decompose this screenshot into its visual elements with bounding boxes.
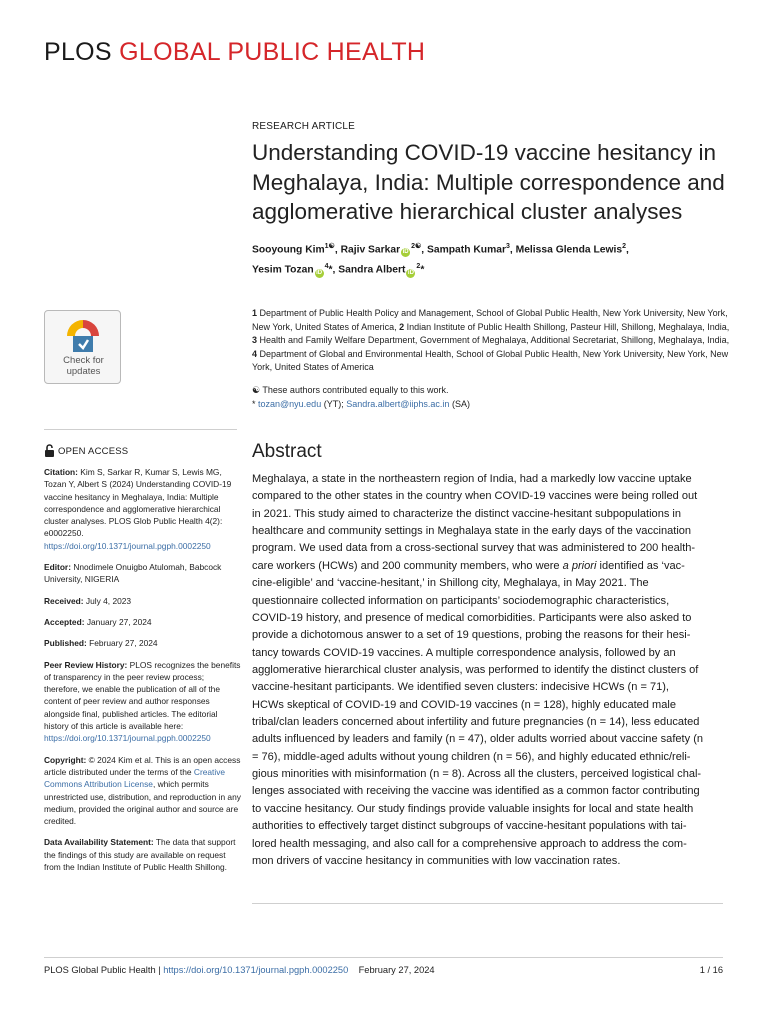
abstract-line: agglomerative hierarchical cluster analysis, was performed to identify the distinct clusters of xyxy=(252,663,699,676)
author-affiliation-marker: 2☯ xyxy=(411,243,422,250)
abstract-line: compared to the other states in the country when COVID-19 vaccines were being rolled out xyxy=(252,490,698,503)
email-link-albert[interactable]: Sandra.albert@iiphs.ac.in xyxy=(346,399,450,409)
affiliation-number: 2 xyxy=(399,321,405,332)
author-name: Rajiv Sarkar xyxy=(340,244,401,256)
abstract-line: questionnaire collected information on participants’ sociodemographic characteristics, xyxy=(252,594,670,607)
abstract-line: Meghalaya, a state in the northeastern region of India, had a markedly low vaccine uptake xyxy=(252,473,692,485)
published-date: Published: February 27, 2024 xyxy=(44,638,158,649)
affiliation-text: Department of Global and Environmental Health, School of Global Public Health, New York University, New York, New York, United States of America xyxy=(252,348,729,372)
abstract-line: gious minorities with misinformation (n = 8). Across all the clusters, perceived logistical chal- xyxy=(252,768,702,781)
abstract-divider xyxy=(252,903,723,904)
open-access-label: OPEN ACCESS xyxy=(44,444,128,457)
author-affiliation-marker: 2 xyxy=(622,243,626,250)
equal-contribution-icon: ☯ xyxy=(252,385,261,395)
citation-doi-link[interactable]: https://doi.org/10.1371/journal.pgph.0002250 xyxy=(44,540,211,551)
journal-logo-plos: PLOS xyxy=(44,38,112,66)
author-affiliation-marker: 1☯ xyxy=(324,243,335,250)
footer-journal: PLOS Global Public Health xyxy=(44,965,156,975)
peer-review-history: Peer Review History: PLOS recognizes the benefits of transparency in the peer review process; therefore, we enable the publication of all of the content of peer review and author responses alongside final, published articles. The editorial history of this article is available here: https://doi.org/10.1371/journal.pgph.0002250 xyxy=(44,659,241,744)
author-name: Sampath Kumar xyxy=(427,244,506,256)
peer-review-link[interactable]: https://doi.org/10.1371/journal.pgph.0002250 xyxy=(44,733,211,744)
author-name: Sooyoung Kim xyxy=(252,244,325,256)
orcid-icon[interactable]: iD xyxy=(407,269,414,276)
article-title: Understanding COVID-19 vaccine hesitancy in Meghalaya, India: Multiple correspondence and agglomerative hierarchical cluster analyses xyxy=(252,140,725,224)
corresponding-marker: * xyxy=(328,264,333,276)
affiliation-text: Department of Public Health Policy and Management, School of Global Public Health, New York University, New York, New York, United States of America, xyxy=(252,308,728,332)
page-number: 1 / 16 xyxy=(699,965,723,975)
abstract-line: vaccine-hesitant participants. We identified seven clusters: indecisive HCWs (n = 71), xyxy=(252,681,669,694)
abstract-line: = 76), middle-aged adults without young children (n = 56), and highly educated ethnic/reli- xyxy=(252,750,691,763)
abstract-line: tancy towards COVID-19 vaccines. A multiple correspondence analysis, followed by an xyxy=(252,646,676,659)
author-name: Yesim Tozan xyxy=(252,264,314,276)
author-list: Sooyoung Kim$^{1☯}$, Rajiv Sarkar $iD^{2☯}$, Sampath Kumar$^3$, Melissa Glenda Lewis$^2$, Yesim Tozan $iD^4*$, Sandra Albert $iD^2*$ xyxy=(252,243,629,276)
author-affiliation-marker: 4 xyxy=(324,263,329,271)
corresponding-marker: * xyxy=(420,264,425,276)
orcid-icon[interactable]: iD xyxy=(402,249,409,256)
journal-name: GLOBAL PUBLIC HEALTH xyxy=(119,38,426,66)
author-affiliation-marker: 2 xyxy=(416,263,421,271)
abstract-body xyxy=(252,471,727,870)
abstract-line: cine-eligible’ and ‘vaccine-hesitant,’ in Shillong city, Meghalaya, in May 2021. The xyxy=(252,577,649,590)
email-link-tozan[interactable]: tozan@nyu.edu xyxy=(258,399,322,409)
received-date: Received: July 4, 2023 xyxy=(44,595,132,606)
footer-date: February 27, 2024 xyxy=(358,965,435,975)
abstract-heading: Abstract xyxy=(252,441,322,462)
abstract-line: authorities to effectively target distinct subgroups of vaccine-hesitant populations with tai- xyxy=(252,820,687,833)
abstract-line: adults influenced by leaders and family (n = 47), older adults worried about vaccine safety (n xyxy=(252,733,704,746)
abstract-line: program. We used data from a cross-sectional survey that was administered to 200 health- xyxy=(252,542,696,555)
data-availability: Data Availability Statement: The data that support the findings of this study are available on request from the Indian Institute of Public Health Shillong. xyxy=(44,837,236,873)
citation: Citation: Kim S, Sarkar R, Kumar S, Lewis MG, Tozan Y, Albert S (2024) Understanding COVID-19 vaccine hesitancy in Meghalaya, India: Multiple correspondence and agglomerative hierarchical cluster analyses. PLOS Glob Public Health 4(2): e0002250. https://doi.org/10.1371/journal.pgph.0002250 xyxy=(44,467,232,551)
abstract-line: care workers (HCWs) and 200 community members, who were a priori identified as ‘vac- xyxy=(252,559,685,572)
article-metadata-sidebar xyxy=(44,466,242,882)
abstract-line: lored health messaging, and also call for a comprehensive approach to address the com- xyxy=(252,837,687,850)
author-name: Melissa Glenda Lewis xyxy=(515,244,623,256)
affiliation-number: 3 xyxy=(252,335,258,345)
abstract-line: COVID-19 history, and presence of medical comorbidities. Participants were also asked to xyxy=(252,611,692,624)
affiliation-number: 1 xyxy=(252,308,258,318)
affiliation-text: Indian Institute of Public Health Shillong, Pasteur Hill, Shillong, Meghalaya, India, xyxy=(406,321,730,332)
article-type: RESEARCH ARTICLE xyxy=(252,121,356,132)
abstract-line: tribal/clan leaders concerned about infertility and future pregnancies (n = 14), less educated xyxy=(252,716,700,729)
affiliation-text: Health and Family Welfare Department, Government of Meghalaya, Additional Secretariat, Shillong, Meghalaya, India, xyxy=(259,335,730,345)
abstract-line: lenges associated with receiving the vaccine was identified as a common factor contributing xyxy=(252,785,700,798)
abstract-line: mon drivers of vaccine hesitancy in communities with low vaccination rates. xyxy=(252,854,621,867)
equal-contribution-note: ☯ These authors contributed equally to this work. xyxy=(252,385,449,395)
footer-divider xyxy=(44,957,723,958)
abstract-line: to vaccine hesitancy. Our study findings provide valuable insights for local and state health xyxy=(252,802,694,815)
orcid-icon[interactable]: iD xyxy=(316,269,323,276)
copyright: Copyright: © 2024 Kim et al. This is an open access article distributed under the terms of the Creative Commons Attribution License, which permits unrestricted use, distribution, and reproduction in any medium, provided the original author and source are credited. xyxy=(44,754,241,827)
page-footer: PLOS Global Public Health | https://doi.org/10.1371/journal.pgph.0002250 February 27, 2024 1 / 16 xyxy=(44,965,723,975)
author-notes xyxy=(252,383,732,411)
editor: Editor: Nnodimele Onuigbo Atulomah, Babcock University, NIGERIA xyxy=(44,562,222,585)
accepted-date: Accepted: January 27, 2024 xyxy=(44,616,152,627)
corresponding-emails: * tozan@nyu.edu (YT); Sandra.albert@iiphs.ac.in (SA) xyxy=(252,399,470,409)
check-for-updates-badge[interactable]: Check for updates xyxy=(44,310,121,384)
open-lock-icon xyxy=(44,444,55,457)
abstract-line: in 2021. This study aimed to characterize the distinct vaccine-hesitant subpopulations in xyxy=(252,507,682,520)
abstract-line: HCWs skeptical of COVID-19 and COVID-19 vaccines (n = 128), highly educated male xyxy=(252,698,676,711)
license-link[interactable]: Creative Commons Attribution License xyxy=(44,766,226,790)
crossmark-icon xyxy=(65,318,101,354)
footer-doi-link[interactable]: https://doi.org/10.1371/journal.pgph.0002250 xyxy=(163,965,349,975)
affiliation-number: 4 xyxy=(252,348,258,359)
author-affiliation-marker: 3 xyxy=(505,243,510,250)
abstract-line: provide a dichotomous answer to a set of 19 questions, probing the reasons for their hesi- xyxy=(252,629,691,642)
author-name: Sandra Albert xyxy=(338,264,406,276)
sidebar-divider xyxy=(44,429,237,430)
affiliations xyxy=(252,307,732,375)
abstract-line: healthcare and community settings in Meghalaya state in the early days of the vaccination xyxy=(252,525,692,538)
journal-header xyxy=(44,38,425,67)
